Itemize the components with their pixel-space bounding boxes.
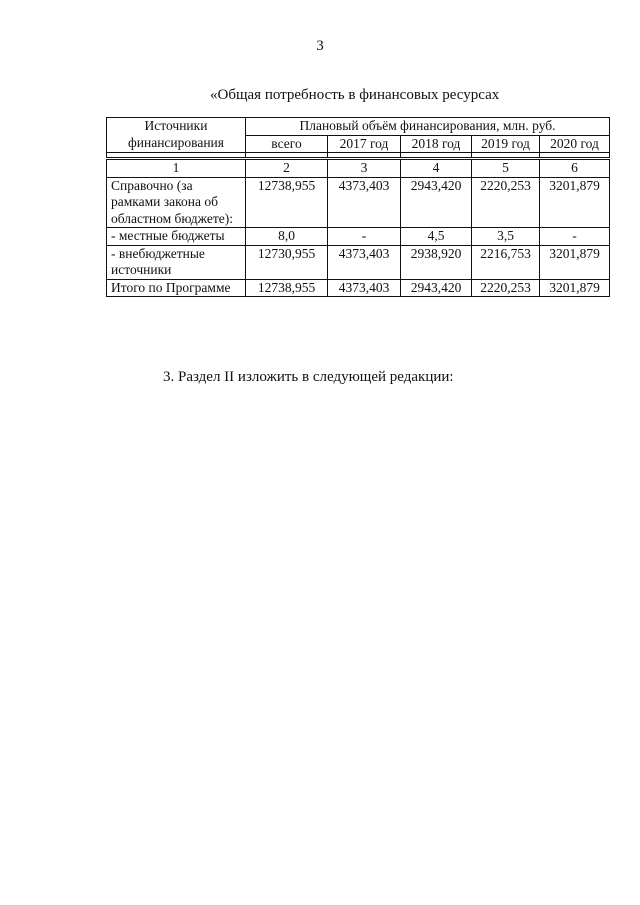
header-col-total: всего <box>246 135 328 153</box>
row-value: 4373,403 <box>328 245 401 279</box>
row-value: 3,5 <box>472 228 540 246</box>
column-number: 4 <box>401 159 472 178</box>
row-value: 2938,920 <box>401 245 472 279</box>
page-number: 3 <box>316 38 324 54</box>
column-number: 5 <box>472 159 540 178</box>
financing-table <box>106 117 610 297</box>
column-number: 3 <box>328 159 401 178</box>
row-value: - <box>328 228 401 246</box>
row-value: - <box>540 228 610 246</box>
table-row <box>107 245 610 279</box>
column-number: 6 <box>540 159 610 178</box>
header-source: Источники финансирования <box>107 118 246 153</box>
row-value: 4,5 <box>401 228 472 246</box>
row-source: Справочно (за рамками закона об областном бюджете): <box>107 177 246 228</box>
column-number: 2 <box>246 159 328 178</box>
row-value: 4373,403 <box>328 279 401 297</box>
header-col-2020: 2020 год <box>540 135 610 153</box>
column-number: 1 <box>107 159 246 178</box>
row-source: - внебюджетные источники <box>107 245 246 279</box>
header-row <box>107 118 610 136</box>
row-value: 12738,955 <box>246 177 328 228</box>
section-paragraph: 3. Раздел II изложить в следующей редакции: <box>163 369 454 385</box>
header-col-2019: 2019 год <box>472 135 540 153</box>
row-value: 12730,955 <box>246 245 328 279</box>
table-row <box>107 279 610 297</box>
row-value: 2220,253 <box>472 279 540 297</box>
header-col-2017: 2017 год <box>328 135 401 153</box>
row-value: 4373,403 <box>328 177 401 228</box>
column-numbers-row <box>107 159 610 178</box>
row-value: 3201,879 <box>540 245 610 279</box>
row-value: 2943,420 <box>401 279 472 297</box>
header-col-2018: 2018 год <box>401 135 472 153</box>
row-value: 8,0 <box>246 228 328 246</box>
row-source: Итого по Программе <box>107 279 246 297</box>
row-value: 3201,879 <box>540 279 610 297</box>
row-value: 2943,420 <box>401 177 472 228</box>
row-value: 2220,253 <box>472 177 540 228</box>
row-value: 12738,955 <box>246 279 328 297</box>
table-row <box>107 177 610 228</box>
row-value: 3201,879 <box>540 177 610 228</box>
table-title: «Общая потребность в финансовых ресурсах <box>210 87 500 103</box>
row-value: 2216,753 <box>472 245 540 279</box>
table-row <box>107 228 610 246</box>
row-source: - местные бюджеты <box>107 228 246 246</box>
header-planned-financing: Плановый объём финансирования, млн. руб. <box>246 118 610 136</box>
